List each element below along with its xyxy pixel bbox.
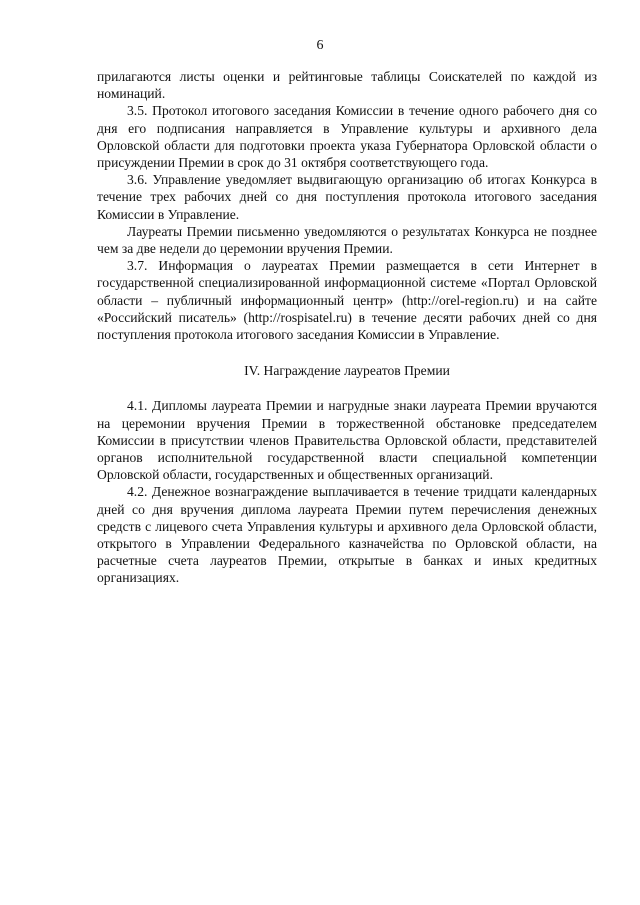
paragraph-4-1: 4.1. Дипломы лауреата Премии и нагрудные знаки лауреата Премии вручаются на церемонии вручения Премии в торжественной обстановке председателем Комиссии в присутствии членов Правительства Орловской области, представителей органов исполнительной государственной власти специальной компетенции Орловской области, государственных и общественных организаций. (97, 398, 597, 483)
document-body (97, 68, 597, 587)
paragraph-3-6: 3.6. Управление уведомляет выдвигающую организацию об итогах Конкурса в течение трех рабочих дней со дня поступления протокола итогового заседания Комиссии в Управление. (97, 172, 597, 222)
paragraph-3-7: 3.7. Информация о лауреатах Премии размещается в сети Интернет в государственной специализированной информационной системе «Портал Орловской области – публичный информационный центр» (http://orel-region.ru) и на сайте «Российский писатель» (http://rospisatel.ru) в течение десяти рабочих дней со дня поступления протокола итогового заседания Комиссии в Управление. (97, 258, 597, 343)
paragraph-4-2: 4.2. Денежное вознаграждение выплачивается в течение тридцати календарных дней со дня вручения диплома лауреата Премии путем перечисления денежных средств с лицевого счета Управления культуры и архивного дела Орловской области, открытого в Управлении Федерального казначейства по Орловской области, на расчетные счета лауреатов Премии, открытые в банках и иных кредитных организациях. (97, 484, 597, 586)
paragraph-laureates-notice: Лауреаты Премии письменно уведомляются о результатах Конкурса не позднее чем за две недели до церемонии вручения Премии. (97, 223, 597, 257)
paragraph-continuation: прилагаются листы оценки и рейтинговые таблицы Соискателей по каждой из номинаций. (97, 69, 597, 102)
page-number: 6 (316, 38, 324, 53)
section-heading: IV. Награждение лауреатов Премии (244, 363, 450, 379)
paragraph-3-5: 3.5. Протокол итогового заседания Комиссии в течение одного рабочего дня со дня его подписания направляется в Управление культуры и архивного дела Орловской области для подготовки проекта указа Губернатора Орловской области о присуждении Премии в срок до 31 октября соответствующего года. (97, 103, 597, 171)
